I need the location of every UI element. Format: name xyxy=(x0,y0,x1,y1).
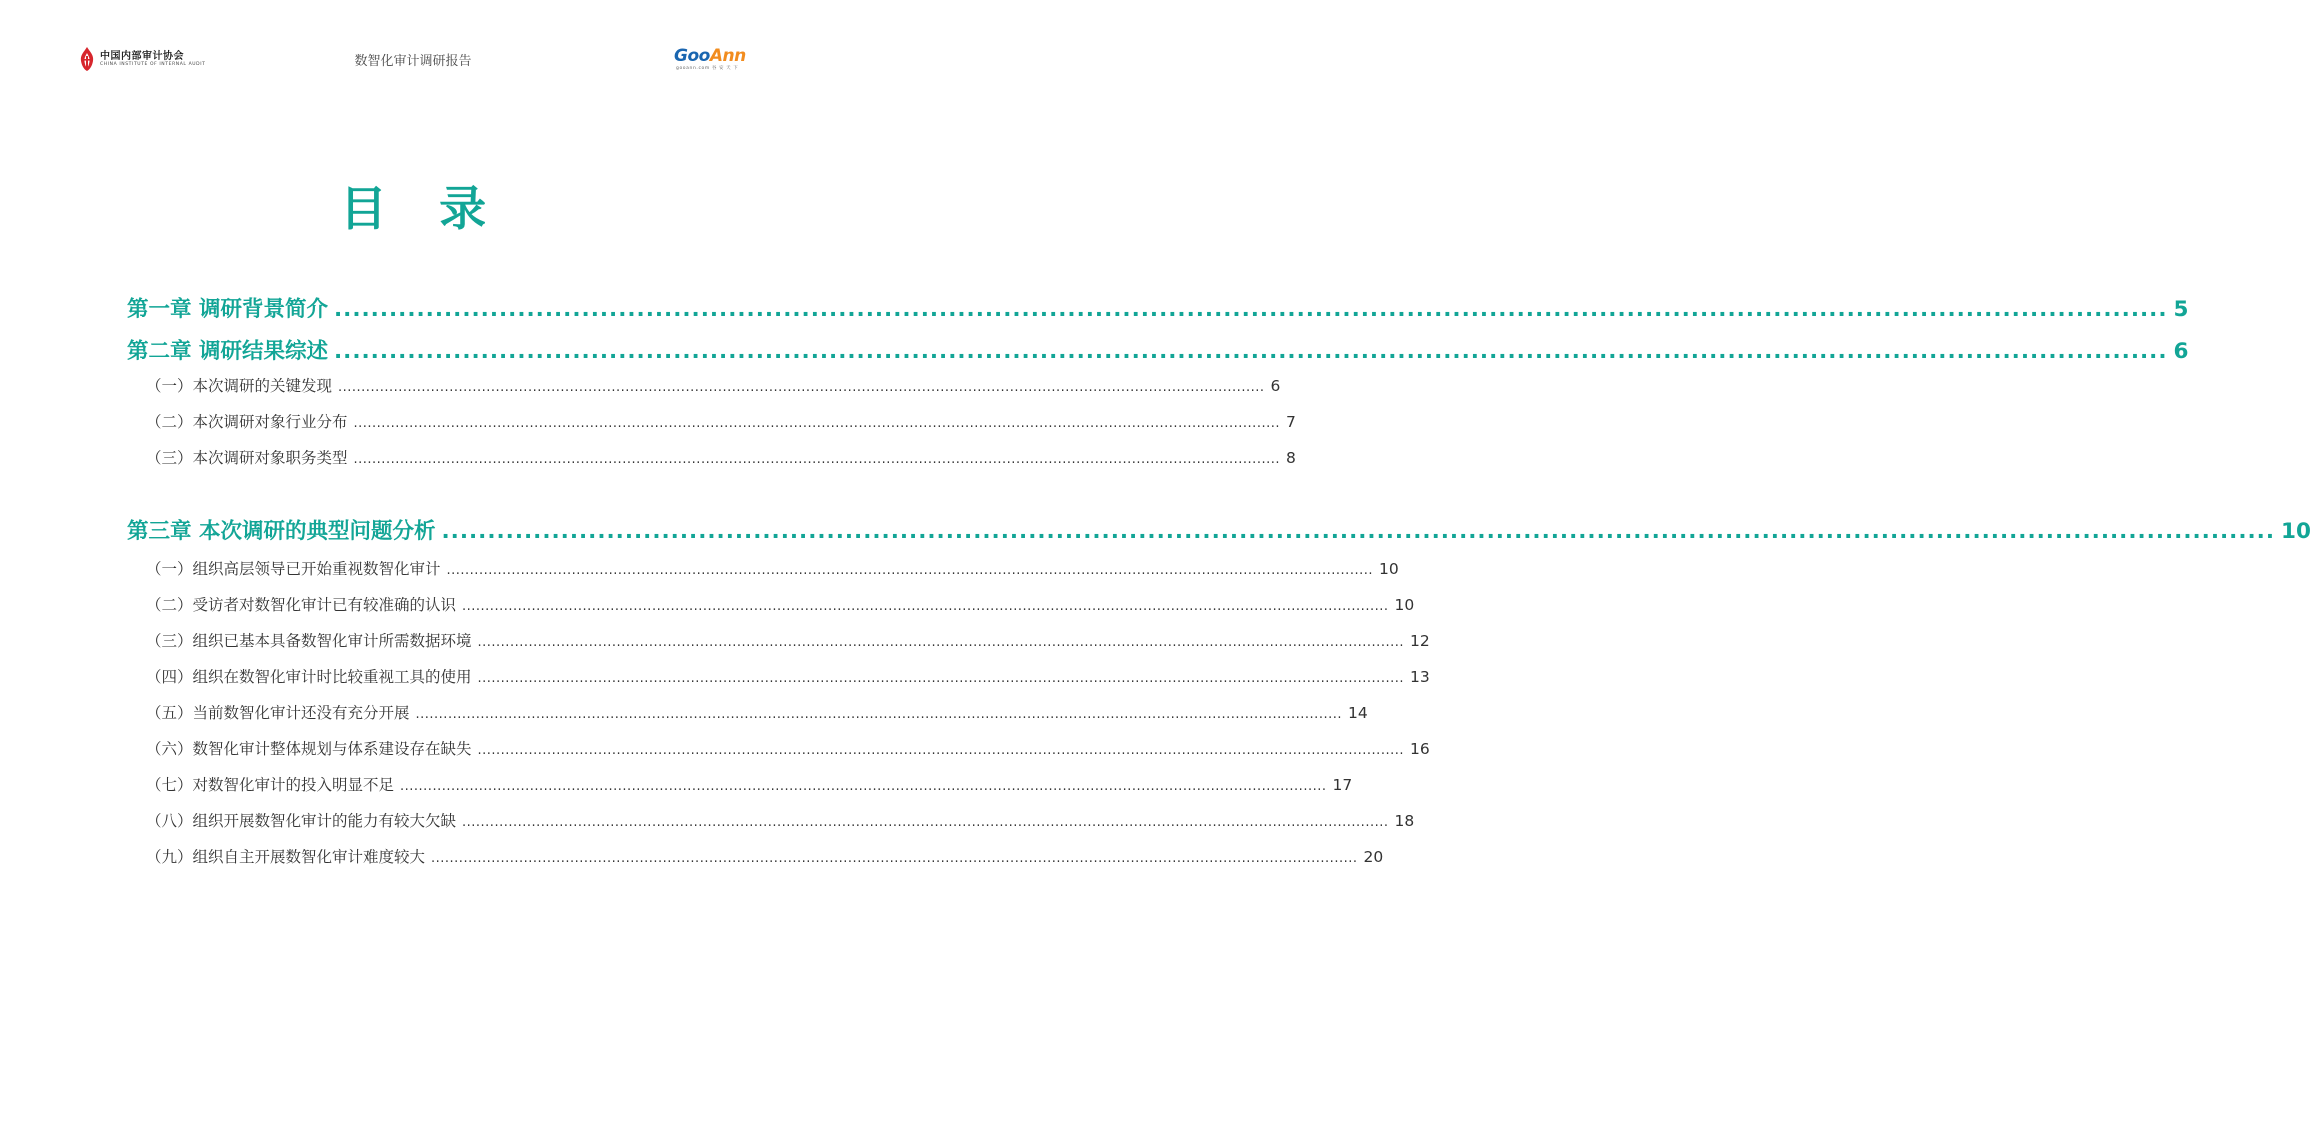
toc-dot-leader: ........................................................................................................................................................................................................ xyxy=(477,743,1404,758)
toc-dot-leader: ........................................................................................................................................................................................................ xyxy=(400,779,1327,794)
toc-dot-leader: ........................................................................................................................................................................................................ xyxy=(477,635,1404,650)
toc-page-number: 16 xyxy=(1409,740,1430,758)
toc-dot-leader: ........................................................................................................................................................................................................ xyxy=(338,380,1265,395)
toc-page-number: 10 xyxy=(2281,519,2311,544)
toc-entry-label: 第一章 调研背景简介 xyxy=(127,297,328,322)
toc-page-number: 5 xyxy=(2173,297,2189,322)
toc-dot-leader: ........................................................................................................................................................................................................ xyxy=(462,815,1389,830)
toc-page-number: 7 xyxy=(1285,413,1296,431)
toc-dot-leader: ........................................................................................................................................................................................................ xyxy=(431,851,1358,866)
toc-section-row[interactable] xyxy=(146,665,1430,687)
toc-dot-leader: ........................................................................................................................................................................................................ xyxy=(334,339,2168,364)
toc-entry-label: （六）数智化审计整体规划与体系建设存在缺失 xyxy=(146,740,472,758)
toc-entry-label: （三）本次调研对象职务类型 xyxy=(146,449,348,467)
toc-section-row[interactable] xyxy=(146,629,1430,651)
toc-entry-label: （五）当前数智化审计还没有充分开展 xyxy=(146,704,410,722)
toc-section-row[interactable] xyxy=(146,374,1281,396)
toc-title: 目 录 xyxy=(339,182,505,237)
org-name-en: CHINA INSTITUTE OF INTERNAL AUDIT xyxy=(100,62,206,67)
page-header xyxy=(0,0,826,80)
toc-chapter-row[interactable] xyxy=(127,334,2189,365)
toc-page-number: 8 xyxy=(1285,449,1296,467)
toc-page-number: 18 xyxy=(1394,812,1415,830)
toc-section-row[interactable] xyxy=(146,410,1296,432)
brand-logo xyxy=(674,46,750,72)
toc-section-row[interactable] xyxy=(146,593,1415,615)
toc-entry-label: （四）组织在数智化审计时比较重视工具的使用 xyxy=(146,668,472,686)
toc-section-row[interactable] xyxy=(146,446,1296,468)
toc-dot-leader: ........................................................................................................................................................................................................ xyxy=(353,452,1280,467)
toc-section-row[interactable] xyxy=(146,809,1415,831)
toc-page-number: 14 xyxy=(1347,704,1368,722)
toc-section-row[interactable] xyxy=(146,773,1353,795)
toc-section-row[interactable] xyxy=(146,737,1430,759)
toc-page-number: 6 xyxy=(1270,377,1281,395)
toc-dot-leader: ........................................................................................................................................................................................................ xyxy=(334,297,2168,322)
document-title: 数智化审计调研报告 xyxy=(354,54,472,69)
toc-dot-leader: ........................................................................................................................................................................................................ xyxy=(353,416,1280,431)
toc-dot-leader: ........................................................................................................................................................................................................ xyxy=(462,599,1389,614)
toc-dot-leader: ........................................................................................................................................................................................................ xyxy=(441,519,2275,544)
toc-entry-label: （一）组织高层领导已开始重视数智化审计 xyxy=(146,560,441,578)
toc-entry-label: （八）组织开展数智化审计的能力有较大欠缺 xyxy=(146,812,457,830)
toc-chapter-row[interactable] xyxy=(127,292,2189,323)
toc-entry-label: （一）本次调研的关键发现 xyxy=(146,377,333,395)
toc-page-number: 13 xyxy=(1409,668,1430,686)
toc-section-row[interactable] xyxy=(146,845,1384,867)
toc-section-row[interactable] xyxy=(146,557,1399,579)
toc-entry-label: （七）对数智化审计的投入明显不足 xyxy=(146,776,395,794)
toc-entry-label: （二）受访者对数智化审计已有较准确的认识 xyxy=(146,596,457,614)
toc-dot-leader: ........................................................................................................................................................................................................ xyxy=(477,671,1404,686)
toc-page-number: 10 xyxy=(1378,560,1399,578)
org-name-cn: 中国内部审计协会 xyxy=(100,51,184,62)
brand-main: Goo xyxy=(674,46,710,66)
toc-entry-label: （三）组织已基本具备数智化审计所需数据环境 xyxy=(146,632,472,650)
toc-entry-label: 第三章 本次调研的典型问题分析 xyxy=(127,519,436,544)
brand-accent: Ann xyxy=(709,46,746,66)
toc-dot-leader: ........................................................................................................................................................................................................ xyxy=(446,563,1373,578)
toc-chapter-row[interactable] xyxy=(127,514,2311,545)
toc-page-number: 6 xyxy=(2173,339,2189,364)
toc-page-number: 10 xyxy=(1394,596,1415,614)
brand-wordmark xyxy=(674,46,746,66)
toc-entry-label: 第二章 调研结果综述 xyxy=(127,339,328,364)
toc-dot-leader: ........................................................................................................................................................................................................ xyxy=(415,707,1342,722)
toc-page-number: 17 xyxy=(1332,776,1353,794)
toc-entry-label: （二）本次调研对象行业分布 xyxy=(146,413,348,431)
toc-entry-label: （九）组织自主开展数智化审计难度较大 xyxy=(146,848,426,866)
toc-page-number: 12 xyxy=(1409,632,1430,650)
toc-page-number: 20 xyxy=(1363,848,1384,866)
brand-subtitle: gooann.com 谷 安 天 下 xyxy=(676,66,739,71)
toc-section-row[interactable] xyxy=(146,701,1368,723)
